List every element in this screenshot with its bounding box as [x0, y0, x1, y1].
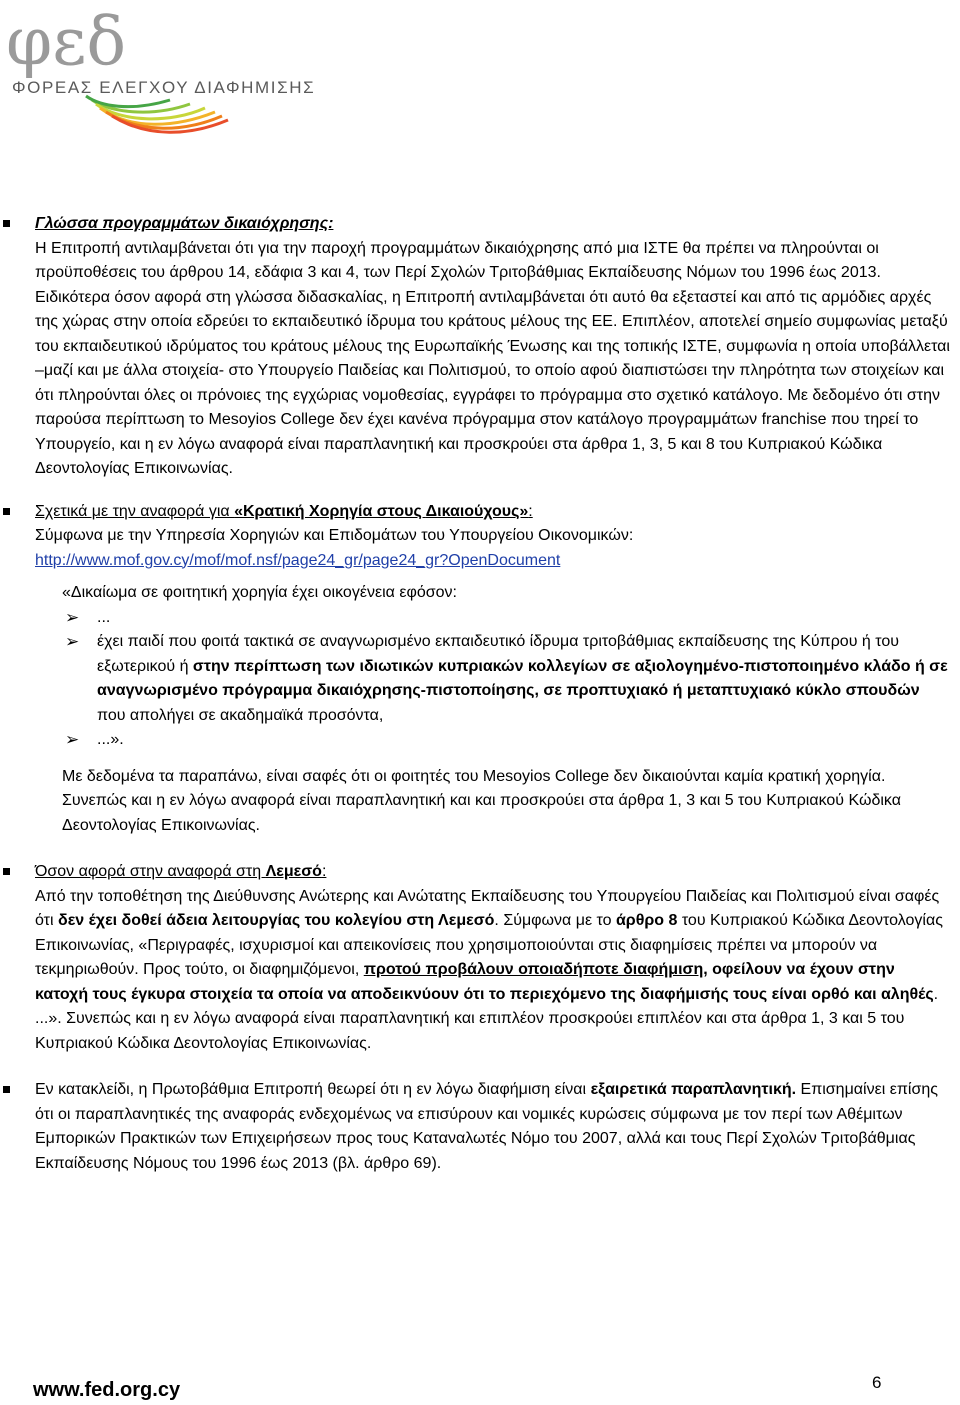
list-item-text: ...».	[97, 731, 124, 748]
section-paragraph	[35, 885, 952, 1057]
quote-intro: «Δικαίωμα σε φοιτητική χορηγία έχει οικογένεια εφόσον:	[62, 584, 457, 601]
square-bullet-icon	[3, 868, 10, 875]
list-item-bold: στην περίπτωση των ιδιωτικών κυπριακών κολλεγίων σε αξιολογημένο-πιστοποιημένο κλάδο ή σε αναγνωρισμένο πρόγραμμα δικαιόχρησης-πιστοποίησης, σε προπτυχιακό ή μεταπτυχιακό κύκλο σπουδών	[97, 657, 948, 699]
logo-subtitle: ΦΟΡΕΑΣ ΕΛΕΓΧΟΥ ΔΙΑΦΗΜΙΣΗΣ	[12, 78, 316, 97]
para-text: Επισημαίνει επίσης ότι οι παραπλανητικές της αναφοράς ενδεχομένως να επισύρουν και νομικές κυρώσεις σύμφωνα με τον περί των Αθέμιτων Εμπορικών Πρακτικών των Επιχειρήσεων προς τους Καταναλωτές Νόμο του 2007, αλλά και τους Περί Σχολών Τριτοβάθμιας Εκπαίδευσης Νόμους του 1996 έως 2013 (βλ. άρθρο 69).	[35, 1081, 938, 1172]
para-text: του Κυπριακού Κώδικα Δεοντολογίας Επικοινωνίας, «Περιγραφές, ισχυρισμοί και απεικονίσεις που χρησιμοποιούνται στις διαφημίσεις πρέπει να μπορούν να τεκμηριωθούν. Προς τούτο, οι διαφημιζόμενοι,	[35, 912, 943, 978]
section-conclusion: Με δεδομένα τα παραπάνω, είναι σαφές ότι οι φοιτητές του Mesoyios College δεν δικαιούνται καμία κρατική χορηγία. Συνεπώς και η εν λόγω αναφορά είναι παραπλανητική και και προσκρούει στα άρθρα 1, 3 και 5 του Κυπριακού Κώδικα Δεοντολογίας Επικοινωνίας.	[62, 767, 901, 834]
list-item	[35, 630, 952, 728]
heading-text: Σχετικά με την αναφορά για	[35, 502, 235, 520]
para-bold: , οφείλουν να έχουν στην κατοχή τους έγκυρα στοιχεία τα οποία να αποδεικνύουν ότι το περιεχόμενο της διαφήμισής τους είναι ορθό και αληθές	[35, 961, 934, 1003]
footer-website: www.fed.org.cy	[33, 1379, 181, 1401]
para-text: Από την τοποθέτηση της Διεύθυνσης Ανώτερης και Ανώτατης Εκπαίδευσης του Υπουργείου Παιδείας και Πολιτισμού είναι σαφές ότι	[35, 887, 940, 929]
arrow-bullet-icon: ➢	[65, 632, 80, 651]
list-item-text: που απολήγει σε ακαδημαϊκά προσόντα,	[97, 706, 384, 724]
para-bold: εξαιρετικά παραπλανητική.	[590, 1081, 797, 1098]
arrow-bullet-icon: ➢	[65, 607, 80, 627]
list-item-text: ...	[97, 608, 111, 626]
square-bullet-icon	[3, 1086, 10, 1093]
para-text: Εν κατακλείδι, η Πρωτοβάθμια Επιτροπή θεωρεί ότι η εν λόγω διαφήμιση είναι	[35, 1081, 591, 1098]
heading-bold: Δικαιούχους»	[425, 502, 529, 520]
heading-bold: «Κρατική Χορηγία στους	[234, 502, 426, 520]
source-line: Σύμφωνα με την Υπηρεσία Χορηγιών και Επιδομάτων του Υπουργείου Οικονομικών:	[35, 527, 634, 544]
section-state-grant	[0, 500, 960, 839]
heading-colon: :	[321, 863, 327, 880]
square-bullet-icon	[3, 220, 10, 227]
section-heading	[35, 500, 952, 525]
para-bold: άρθρο 8	[615, 912, 678, 929]
section-franchise-language	[0, 212, 960, 482]
section-paragraph: Η Επιτροπή αντιλαμβάνεται ότι για την παροχή προγραμμάτων δικαιόχρησης από μια ΙΣΤΕ θα πρέπει να πληρούνται οι προϋποθέσεις του άρθρου 14, εδάφια 3 και 4, των Περί Σχολών Τριτοβάθμιας Εκπαίδευσης Νόμων του 1996 έως 2013. Ειδικότερα όσον αφορά στη γλώσσα διδασκαλίας, η Επιτροπή αντιλαμβάνεται ότι αυτό θα εξεταστεί και από τις αρμόδιες αρχές της χώρας στην οποία εδρεύει το εκπαιδευτικό ίδρυμα του κράτους μέλους της ΕΕ. Επιπλέον, αποτελεί σημείο συμφωνίας μεταξύ του εκπαιδευτικού ιδρύματος του κράτους μέλους της Ευρωπαϊκής Ένωσης και της τοπικής ΙΣΤΕ, συμφωνία η οποία υποβάλλεται –μαζί και με άλλα στοιχεία- στο Υπουργείο Παιδείας και Πολιτισμού, το οποίο αφού διαπιστώσει την πληρότητα των στοιχείων και ότι πληρούνται όλες οι πρόνοιες της εγχώριας νομοθεσίας, εγγράφει το πρόγραμμα στο σχετικό κατάλογο. Με δεδομένο ότι στην παρούσα περίπτωση το Mesoyios College δεν έχει κανένα πρόγραμμα στον κατάλογο προγραμμάτων franchise που τηρεί το Υπουργείο, και η εν λόγω αναφορά είναι παραπλανητική και προσκρούει στα άρθρα 1, 3, 5 και 8 του Κυπριακού Κώδικα Δεοντολογίας Επικοινωνίας.	[35, 239, 950, 477]
section-conclusion-final	[0, 1078, 960, 1176]
square-bullet-icon	[3, 508, 10, 515]
document-body	[0, 212, 960, 1176]
section-paragraph	[35, 1078, 952, 1176]
mof-link[interactable]: http://www.mof.gov.cy/mof/mof.nsf/page24_gr/page24_gr?OpenDocument	[35, 551, 561, 569]
para-bold: δεν έχει δοθεί άδεια λειτουργίας του κολεγίου στη Λεμεσό	[58, 912, 495, 929]
heading-text: Όσον αφορά στην αναφορά στη	[35, 863, 266, 880]
logo-mark: φεδ	[6, 3, 127, 80]
para-bold-underlined: προτού προβάλουν οποιαδήποτε διαφήμιση	[363, 961, 704, 978]
heading-bold: Λεμεσό	[265, 863, 322, 880]
list-item	[35, 606, 952, 631]
page-number: 6	[872, 1373, 882, 1392]
section-heading	[35, 860, 952, 885]
list-item-text: έχει παιδί που φοιτά τακτικά σε αναγνωρισμένο εκπαιδευτικό ίδρυμα τριτοβάθμιας εκπαίδευσης της Κύπρου ή του εξωτερικού ή	[97, 633, 899, 675]
list-item	[35, 728, 952, 753]
section-heading: Γλώσσα προγραμμάτων δικαιόχρησης:	[35, 215, 334, 232]
fed-logo	[0, 0, 316, 140]
para-text: . ...». Συνεπώς και η εν λόγω αναφορά είναι παραπλανητική και επιπλέον προσκρούει επιπλέον και στα άρθρα 1, 3 και 5 του Κυπριακού Κώδικα Δεοντολογίας Επικοινωνίας.	[35, 985, 939, 1052]
heading-colon: :	[528, 502, 533, 520]
arrow-bullet-icon: ➢	[65, 730, 80, 749]
section-limassol	[0, 860, 960, 1056]
para-text: . Σύμφωνα με το	[494, 912, 616, 929]
fed-logo-graphic	[0, 0, 260, 140]
